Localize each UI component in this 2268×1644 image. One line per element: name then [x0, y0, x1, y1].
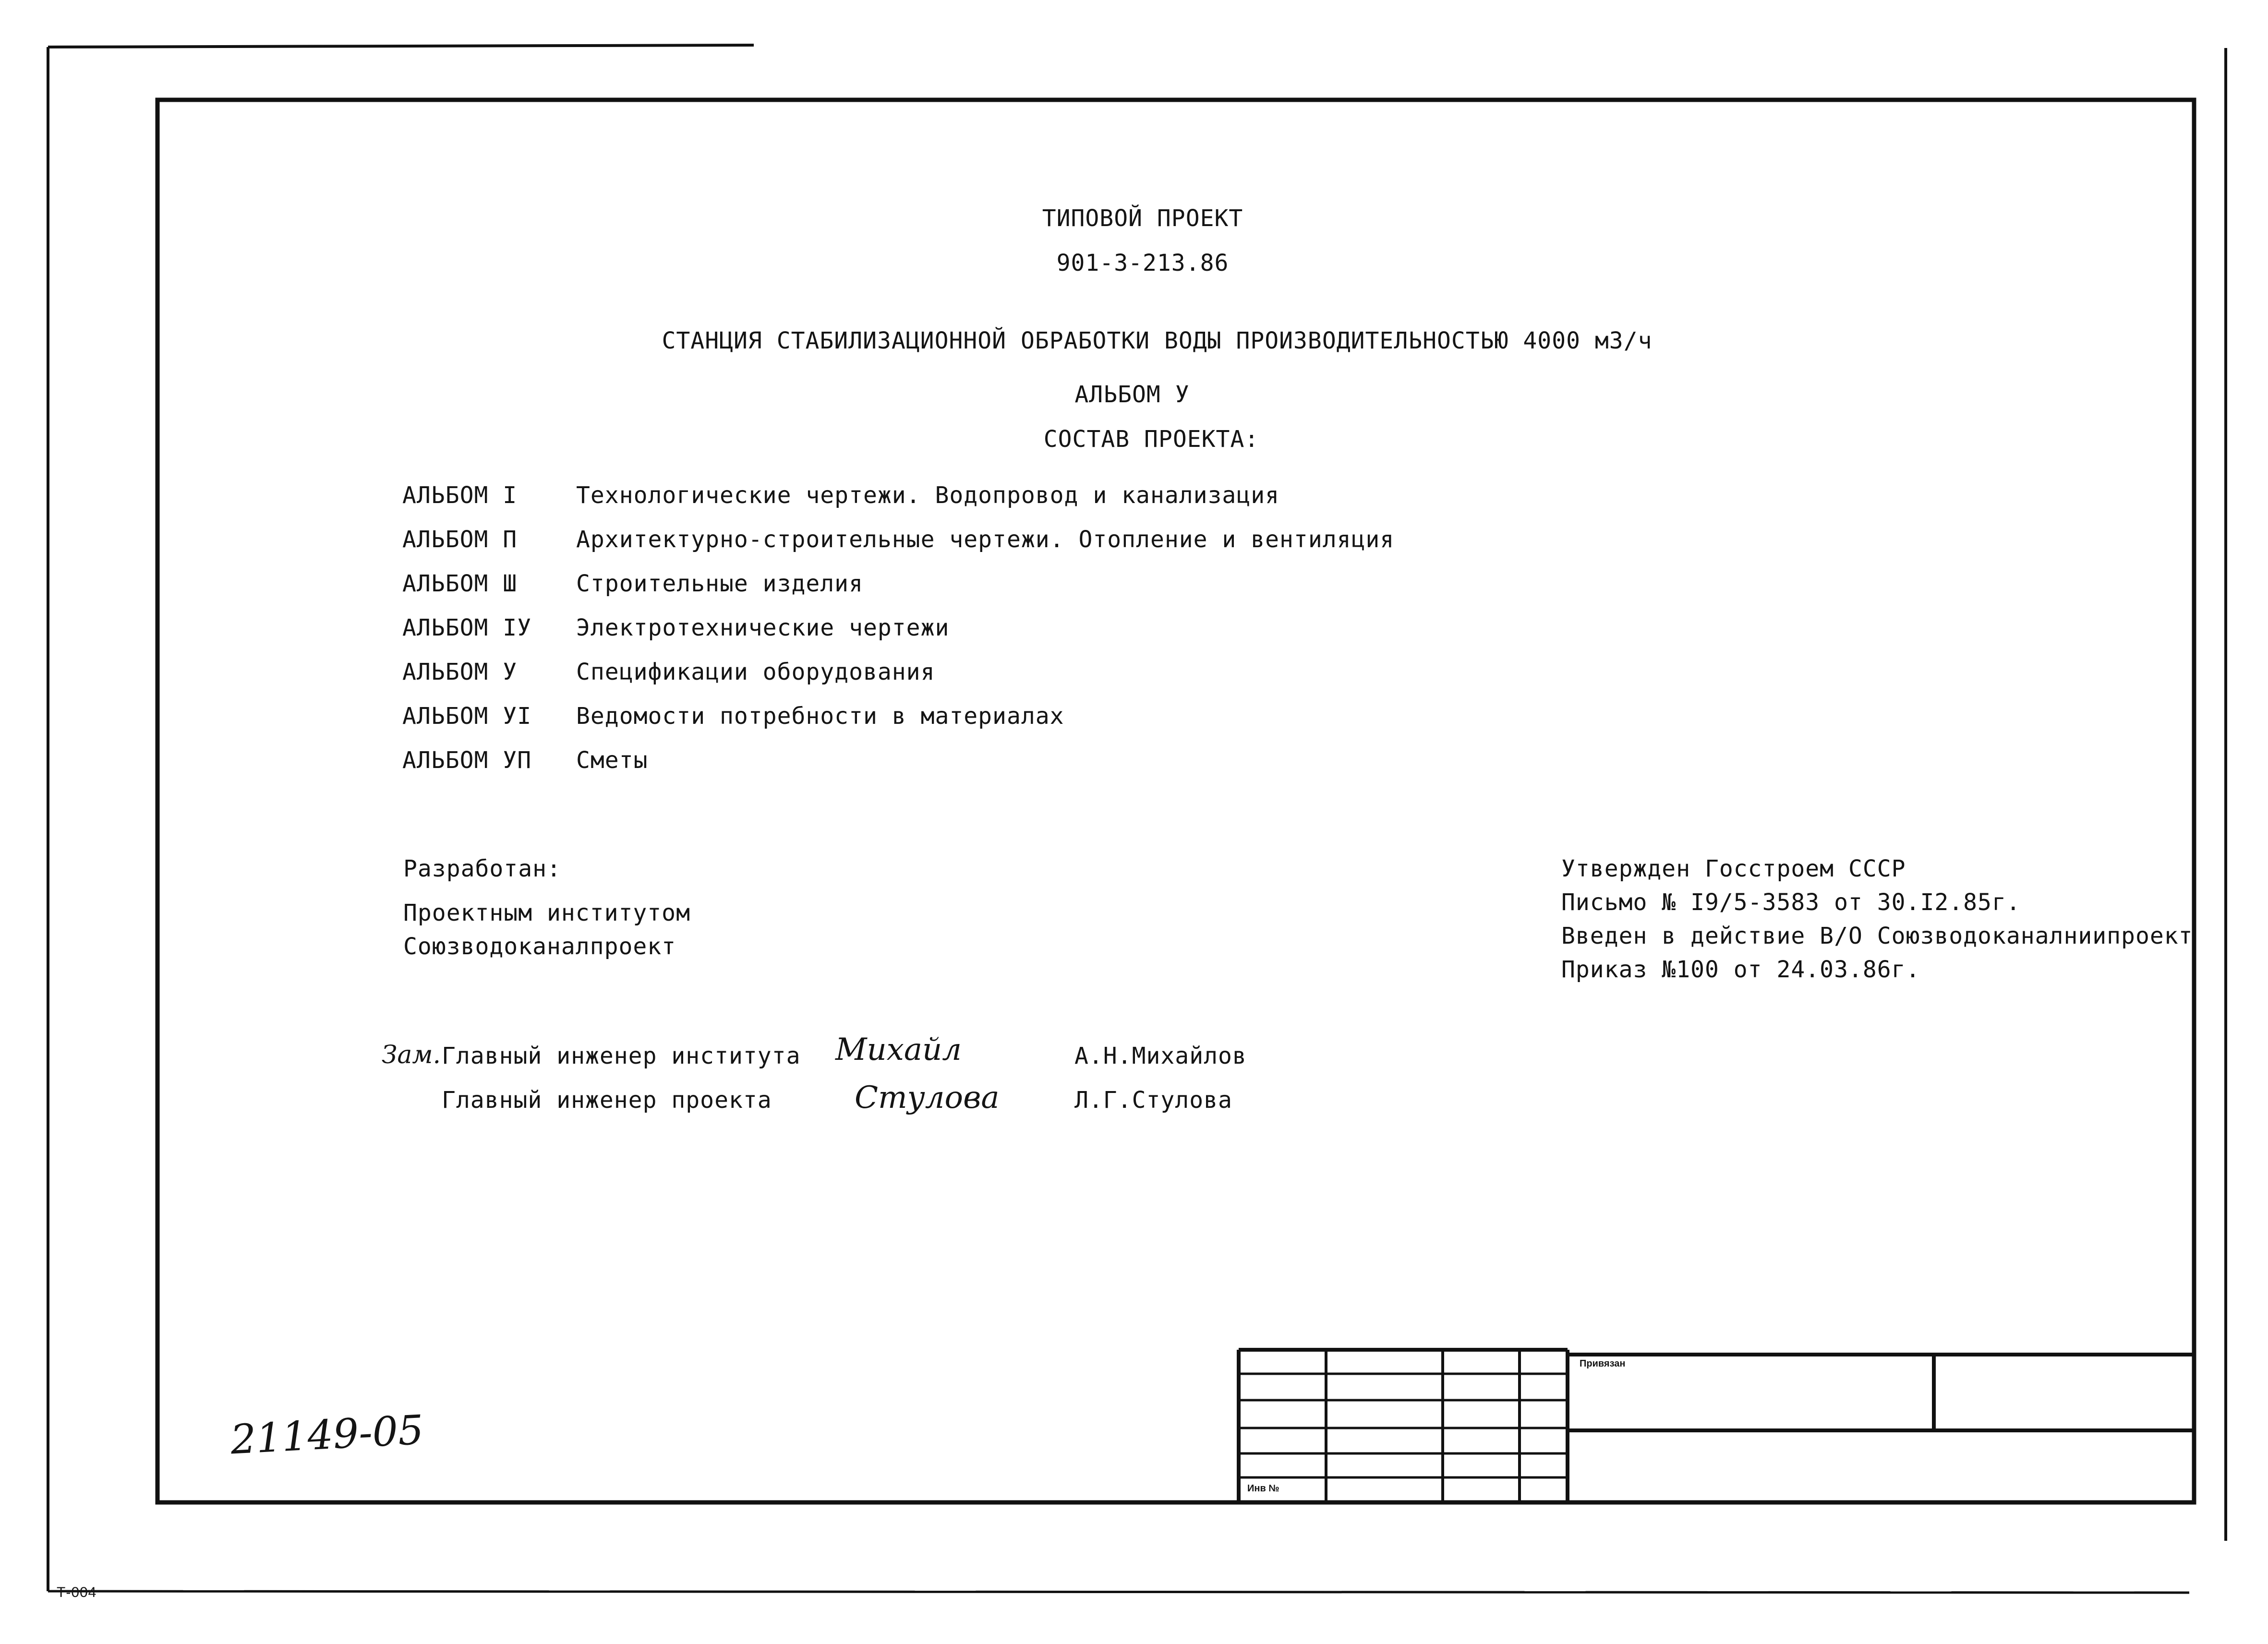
signature-role: Главный инженер проекта — [442, 1087, 772, 1114]
approved-line-2: Письмо № I9/5-3583 от 30.I2.85г. — [1561, 889, 2021, 916]
approved-line-3: Введен в действие В/О Союзводоканалниипроект — [1561, 923, 2193, 949]
archive-number: 21149-05 — [229, 1406, 425, 1464]
album-code: АЛЬБОМ УI — [402, 703, 532, 730]
composition-heading: СОСТАВ ПРОЕКТА: — [1043, 426, 1259, 453]
album-description: Строительные изделия — [576, 570, 863, 597]
project-title: СТАНЦИЯ СТАБИЛИЗАЦИОННОЙ ОБРАБОТКИ ВОДЫ ПРОИЗВОДИТЕЛЬНОСТЬЮ 4000 м3/ч — [662, 327, 1653, 354]
album-description: Сметы — [576, 747, 648, 774]
album-description: Технологические чертежи. Водопровод и канализация — [576, 482, 1280, 509]
approved-line-1: Утвержден Госстроем СССР — [1561, 855, 1906, 882]
stamp-inventory-label: Инв № — [1247, 1483, 1279, 1494]
handwritten-signature: Стулова — [855, 1080, 1000, 1116]
signature-prefix: Зам. — [382, 1041, 441, 1069]
album-description: Электротехнические чертежи — [576, 614, 950, 641]
album-label: АЛЬБОМ У — [1074, 381, 1190, 408]
album-code: АЛЬБОМ П — [402, 526, 518, 553]
signature-name: Л.Г.Стулова — [1074, 1087, 1232, 1114]
album-code: АЛЬБОМ УП — [402, 747, 532, 774]
album-code: АЛЬБОМ Ш — [402, 570, 518, 597]
stamp-privyazan-label: Привязан — [1580, 1358, 1626, 1369]
project-number: 901-3-213.86 — [1056, 250, 1229, 276]
album-code: АЛЬБОМ IУ — [402, 614, 532, 641]
signature-name: А.Н.Михайлов — [1074, 1043, 1247, 1069]
album-description: Ведомости потребности в материалах — [576, 703, 1064, 730]
developed-heading: Разработан: — [403, 855, 561, 882]
album-description: Спецификации оборудования — [576, 659, 935, 685]
project-type-label: ТИПОВОЙ ПРОЕКТ — [1042, 205, 1243, 232]
album-description: Архитектурно-строительные чертежи. Отопление и вентиляция — [576, 526, 1395, 553]
developed-line-2: Союзводоканалпроект — [403, 933, 676, 960]
album-code: АЛЬБОМ У — [402, 659, 518, 685]
approved-line-4: Приказ №100 от 24.03.86г. — [1561, 956, 1920, 983]
signature-role: Главный инженер института — [442, 1043, 801, 1069]
form-code: Т-004 — [57, 1584, 97, 1600]
developed-line-1: Проектным институтом — [403, 900, 690, 926]
album-code: АЛЬБОМ I — [402, 482, 518, 509]
handwritten-signature: Михайл — [835, 1032, 962, 1068]
